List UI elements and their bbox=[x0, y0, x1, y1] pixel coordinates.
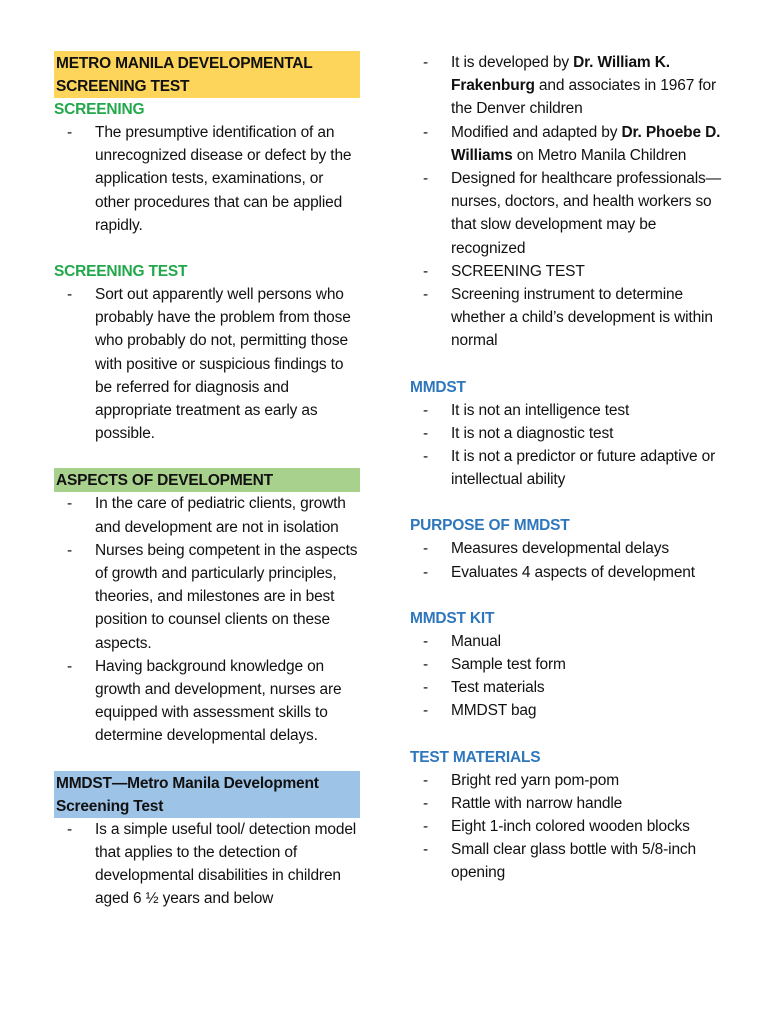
list-item: - Screening instrument to determine whether a child’s development is within normal bbox=[423, 286, 713, 350]
title-box: METRO MANILA DEVELOPMENTAL SCREENING TEST bbox=[54, 51, 360, 98]
list-item: - It is not a predictor or future adaptive or intellectual ability bbox=[423, 448, 716, 489]
list-item: - Having background knowledge on growth and development, nurses are equipped with assessment skills to determine developmental delays. bbox=[67, 657, 342, 745]
screening-list bbox=[54, 121, 360, 237]
materials-heading: TEST MATERIALS bbox=[410, 748, 541, 766]
list-item: - MMDST bag bbox=[423, 702, 537, 720]
list-item: - Eight 1-inch colored wooden blocks bbox=[423, 818, 690, 836]
list-item: - Small clear glass bottle with 5/8-inch opening bbox=[423, 841, 696, 882]
list-item: - Designed for healthcare professionals—nurses, doctors, and health workers so that slow development may be recognized bbox=[423, 170, 722, 257]
kit-list bbox=[410, 630, 730, 723]
list-item: - It is not a diagnostic test bbox=[423, 424, 614, 442]
intro-list bbox=[410, 51, 730, 353]
aspects-list bbox=[54, 492, 360, 747]
list-item: - Sort out apparently well persons who probably have the problem from those who probably do not, permitting those with positive or suspicious findings to be referred for diagnosis and appropriate treatment as early as possible. bbox=[67, 286, 351, 443]
list-item: - The presumptive identification of an unrecognized disease or defect by the application tests, examinations, or other procedures that can be applied rapidly. bbox=[67, 124, 352, 234]
screening-test-heading: SCREENING TEST bbox=[54, 263, 188, 281]
mmdst-heading: MMDST bbox=[410, 378, 466, 396]
kit-heading: MMDST KIT bbox=[410, 609, 495, 627]
mmdst-definition-heading: MMDST—Metro Manila Development Screening Test bbox=[54, 771, 360, 818]
mmdst-list bbox=[410, 399, 730, 492]
materials-list bbox=[410, 769, 730, 885]
list-item: - In the care of pediatric clients, growth and development are not in isolation bbox=[67, 495, 346, 536]
list-item: - It is developed by Dr. William K. Frakenburg and associates in 1967 for the Denver children bbox=[423, 54, 716, 118]
screening-test-list bbox=[54, 283, 360, 445]
list-item: - Modified and adapted by Dr. Phoebe D. Williams on Metro Manila Children bbox=[423, 123, 721, 164]
screening-heading: SCREENING bbox=[54, 101, 145, 118]
purpose-list bbox=[410, 537, 730, 583]
list-item: - Sample test form bbox=[423, 656, 566, 674]
list-item: - Bright red yarn pom-pom bbox=[423, 771, 619, 789]
list-item: - It is not an intelligence test bbox=[423, 401, 630, 419]
list-item: - Measures developmental delays bbox=[423, 540, 669, 558]
aspects-heading: ASPECTS OF DEVELOPMENT bbox=[54, 468, 360, 492]
list-item: - Is a simple useful tool/ detection model that applies to the detection of developmental disabilities in children aged 6 ½ years and below bbox=[67, 820, 357, 908]
list-item: - Nurses being competent in the aspects of growth and particularly principles, theories, and milestones are in best position to counsel clients on these aspects. bbox=[67, 541, 358, 652]
list-item: - Rattle with narrow handle bbox=[423, 794, 623, 812]
list-item: - Manual bbox=[423, 632, 501, 650]
list-item: - SCREENING TEST bbox=[423, 262, 585, 280]
right-column bbox=[410, 51, 730, 885]
list-item: - Evaluates 4 aspects of development bbox=[423, 563, 695, 581]
mmdst-definition-list bbox=[54, 818, 360, 911]
list-item: - Test materials bbox=[423, 679, 545, 697]
purpose-heading: PURPOSE OF MMDST bbox=[410, 517, 570, 535]
left-column bbox=[54, 51, 360, 910]
